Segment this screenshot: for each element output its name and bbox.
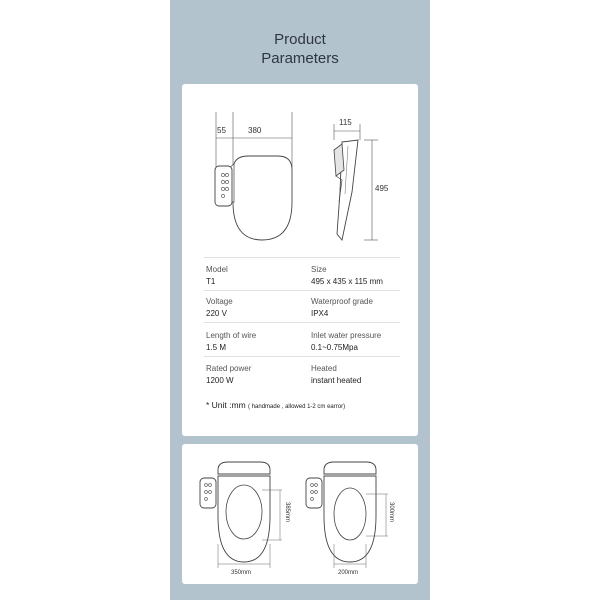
right-height-label: 300mm bbox=[388, 502, 394, 523]
dimension-drawing-bottom bbox=[182, 444, 418, 584]
opening-dimensions-card bbox=[182, 444, 418, 584]
title-line-1: Product bbox=[274, 31, 326, 48]
panel-width-label: 55 bbox=[217, 126, 226, 135]
spec-value-pressure: 0.1~0.75Mpa bbox=[311, 343, 358, 352]
right-width-label: 200mm bbox=[338, 570, 359, 576]
seat-right-diagram bbox=[306, 462, 394, 576]
spec-value-wire: 1.5 M bbox=[206, 343, 227, 352]
title-line-2: Parameters bbox=[261, 50, 339, 67]
spec-value-waterproof: IPX4 bbox=[311, 309, 329, 318]
depth-label: 115 bbox=[339, 118, 352, 127]
spec-label-pressure: Inlet water pressure bbox=[311, 331, 382, 340]
page-title bbox=[170, 30, 430, 68]
unit-note bbox=[206, 400, 345, 410]
length-label: 495 bbox=[375, 184, 389, 193]
spec-value-model: T1 bbox=[206, 277, 216, 286]
divider bbox=[204, 290, 400, 291]
divider bbox=[204, 322, 400, 323]
dimension-drawing-top bbox=[182, 84, 418, 254]
spec-label-waterproof: Waterproof grade bbox=[311, 297, 373, 306]
seat-left-diagram bbox=[200, 462, 290, 576]
seat-top-view bbox=[215, 112, 292, 240]
spec-label-power: Rated power bbox=[206, 364, 252, 373]
spec-label-wire: Length of wire bbox=[206, 331, 257, 340]
seat-side-view bbox=[334, 118, 389, 240]
unit-note-small: ( handmade , allowed 1-2 cm earror) bbox=[248, 404, 346, 410]
divider bbox=[204, 356, 400, 357]
divider bbox=[204, 257, 400, 258]
parameters-card bbox=[182, 84, 418, 436]
left-width-label: 350mm bbox=[231, 570, 252, 576]
spec-label-size: Size bbox=[311, 265, 327, 274]
seat-width-label: 380 bbox=[248, 126, 262, 135]
left-height-label: 385mm bbox=[284, 502, 290, 523]
spec-value-heated: instant heated bbox=[311, 376, 362, 385]
spec-value-voltage: 220 V bbox=[206, 309, 227, 318]
spec-label-voltage: Voltage bbox=[206, 297, 233, 306]
spec-value-power: 1200 W bbox=[206, 376, 234, 385]
spec-value-size: 495 x 435 x 115 mm bbox=[311, 277, 383, 286]
spec-label-model: Model bbox=[206, 265, 228, 274]
spec-label-heated: Heated bbox=[311, 364, 337, 373]
unit-note-main: * Unit :mm bbox=[206, 400, 246, 410]
